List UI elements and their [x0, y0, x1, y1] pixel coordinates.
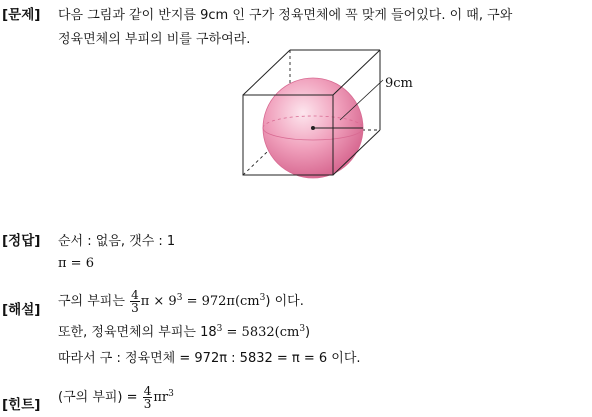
hint-label: [힌트] [2, 397, 41, 413]
answer-label: [정답] [2, 233, 41, 249]
fraction-numerator: 4 [131, 288, 139, 302]
problem-text-line-2: 정육면체의 부피의 비를 구하여라. [58, 32, 251, 47]
explanation-line-1-exp: 3 [176, 293, 183, 303]
sphere-in-cube-figure [235, 45, 435, 189]
explanation-line-1-prefix: 구의 부피는 [58, 294, 125, 309]
problem-text-line-1: 다음 그림과 같이 반지름 9cm 인 구가 정육면체에 꼭 맞게 들어있다. 이 때, 구와 [58, 8, 513, 23]
hint-fraction-numerator: 4 [143, 384, 152, 398]
answer-line-2: π = 6 [58, 256, 94, 271]
explanation-line-1-unit-exp: 3 [259, 293, 266, 303]
explanation-line-1-expr: π × 9 [140, 294, 177, 309]
explanation-line-1-eq: = 972π(cm [182, 294, 260, 309]
explanation-label: [해설] [2, 302, 41, 318]
problem-label: [문제] [2, 7, 41, 23]
explanation-line-3: 따라서 구 : 정육면체 = 972π : 5832 = π = 6 이다. [58, 351, 361, 366]
fraction-denominator: 3 [131, 301, 139, 315]
sphere-in-cube-diagram [235, 45, 435, 185]
explanation-line-2 [58, 321, 310, 340]
explanation-line-2-exp: 3 [216, 324, 223, 334]
explanation-line-1-suffix: ) 이다. [265, 294, 304, 309]
explanation-line-1 [58, 289, 304, 314]
answer-line-1: 순서 : 없음, 갯수 : 1 [58, 234, 176, 249]
hint-expr: πr [153, 390, 169, 405]
hint-fraction-denominator: 3 [143, 397, 152, 411]
explanation-line-2-unit-exp: 3 [299, 324, 306, 334]
radius-label: 9cm [385, 76, 413, 91]
explanation-line-2-prefix: 또한, 정육면체의 부피는 18 [58, 325, 217, 340]
explanation-fraction [130, 289, 140, 314]
hint-line [58, 385, 174, 410]
explanation-line-2-suffix: ) [305, 325, 311, 340]
hint-exp: 3 [168, 389, 174, 399]
hint-prefix: (구의 부피) = [58, 390, 138, 405]
explanation-line-2-eq: = 5832(cm [222, 325, 300, 340]
hint-fraction [143, 385, 153, 410]
sphere-center-dot [311, 126, 315, 130]
